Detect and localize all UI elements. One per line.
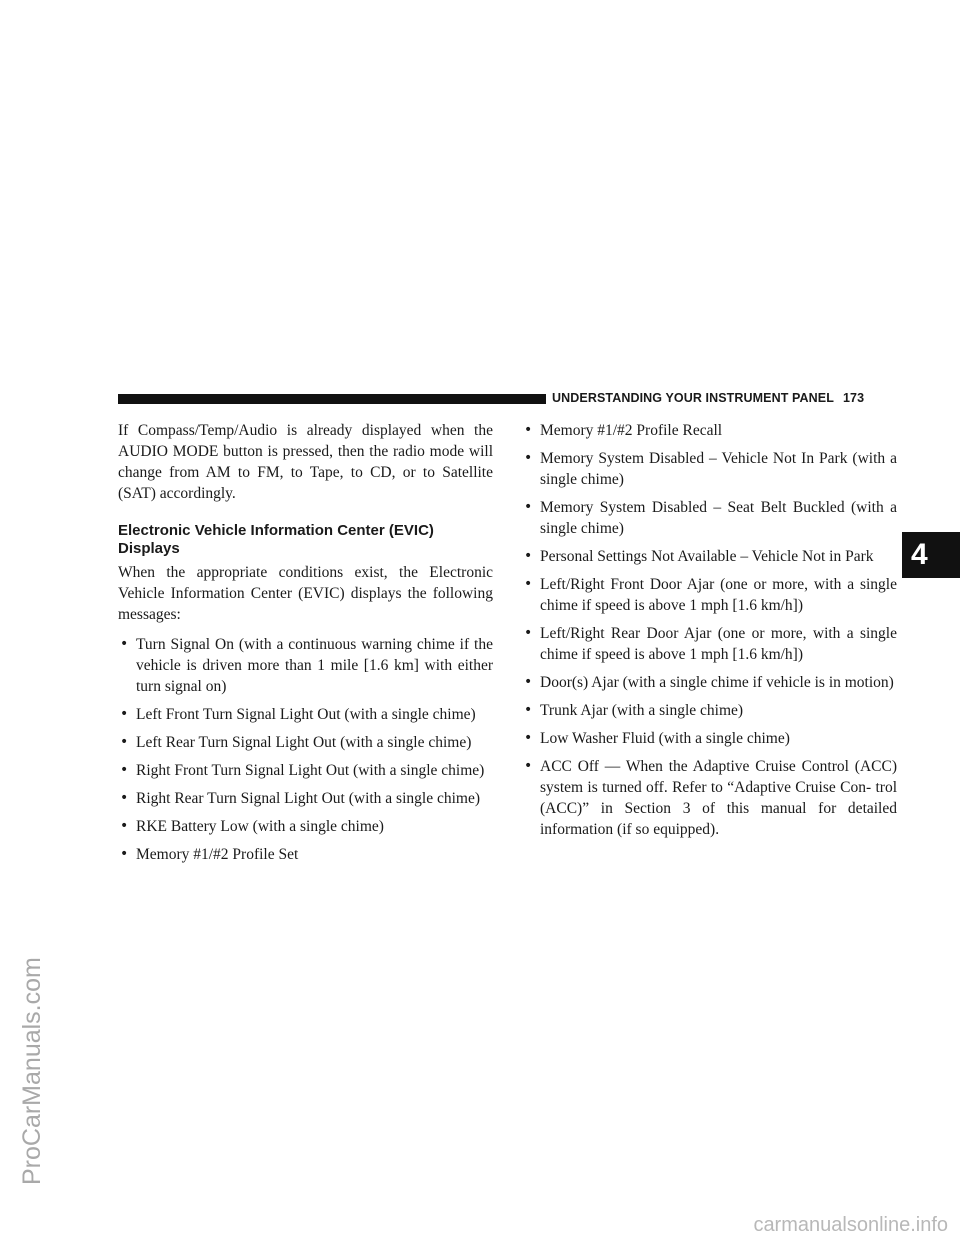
message-list-left — [118, 634, 493, 865]
list-item: • Memory System Disabled – Vehicle Not In Park (with a single chime) — [522, 448, 897, 490]
bottom-watermark: carmanualsonline.info — [753, 1214, 948, 1236]
list-item: • Right Rear Turn Signal Light Out (with a single chime) — [118, 788, 493, 809]
list-item: • Door(s) Ajar (with a single chime if vehicle is in motion) — [522, 672, 897, 693]
right-column — [522, 420, 897, 847]
list-item: • Left/Right Front Door Ajar (one or more, with a single chime if speed is above 1 mph [1.6 km/h]) — [522, 574, 897, 616]
list-item: • Low Washer Fluid (with a single chime) — [522, 728, 897, 749]
section-heading: Electronic Vehicle Information Center (EVIC) Displays — [118, 522, 434, 557]
running-header-title: UNDERSTANDING YOUR INSTRUMENT PANEL — [552, 391, 834, 405]
list-item: • Personal Settings Not Available – Vehicle Not in Park — [522, 546, 897, 567]
list-item: • Turn Signal On (with a continuous warning chime if the vehicle is driven more than 1 mile [1.6 km] with either turn signal on) — [118, 634, 493, 697]
page-number: 173 — [842, 391, 865, 405]
list-item: • Memory System Disabled – Seat Belt Buckled (with a single chime) — [522, 497, 897, 539]
lead-paragraph: When the appropriate conditions exist, the Electronic Vehicle Information Center (EVIC) displays the following messages: — [118, 564, 493, 623]
list-item: • RKE Battery Low (with a single chime) — [118, 816, 493, 837]
message-list-right — [522, 420, 897, 840]
left-column — [118, 420, 493, 872]
side-watermark: ProCarManuals.com — [18, 957, 46, 1185]
list-item: • Memory #1/#2 Profile Set — [118, 844, 493, 865]
list-item: • ACC Off — When the Adaptive Cruise Control (ACC) system is turned off. Refer to “Adaptive Cruise Con- trol (ACC)” in Section 3 of this manual for detailed information (if so equipped). — [522, 756, 897, 840]
list-item: • Left Front Turn Signal Light Out (with a single chime) — [118, 704, 493, 725]
list-item: • Left/Right Rear Door Ajar (one or more, with a single chime if speed is above 1 mph [1.6 km/h]) — [522, 623, 897, 665]
list-item: • Right Front Turn Signal Light Out (with a single chime) — [118, 760, 493, 781]
list-item: • Left Rear Turn Signal Light Out (with a single chime) — [118, 732, 493, 753]
running-header — [552, 391, 897, 405]
list-item: • Trunk Ajar (with a single chime) — [522, 700, 897, 721]
list-item: • Memory #1/#2 Profile Recall — [522, 420, 897, 441]
intro-paragraph: If Compass/Temp/Audio is already displayed when the AUDIO MODE button is pressed, then the radio mode will change from AM to FM, to Tape, to CD, or to Satellite (SAT) accordingly. — [118, 422, 493, 502]
header-rule — [118, 394, 546, 404]
chapter-tab: 4 — [902, 532, 960, 578]
